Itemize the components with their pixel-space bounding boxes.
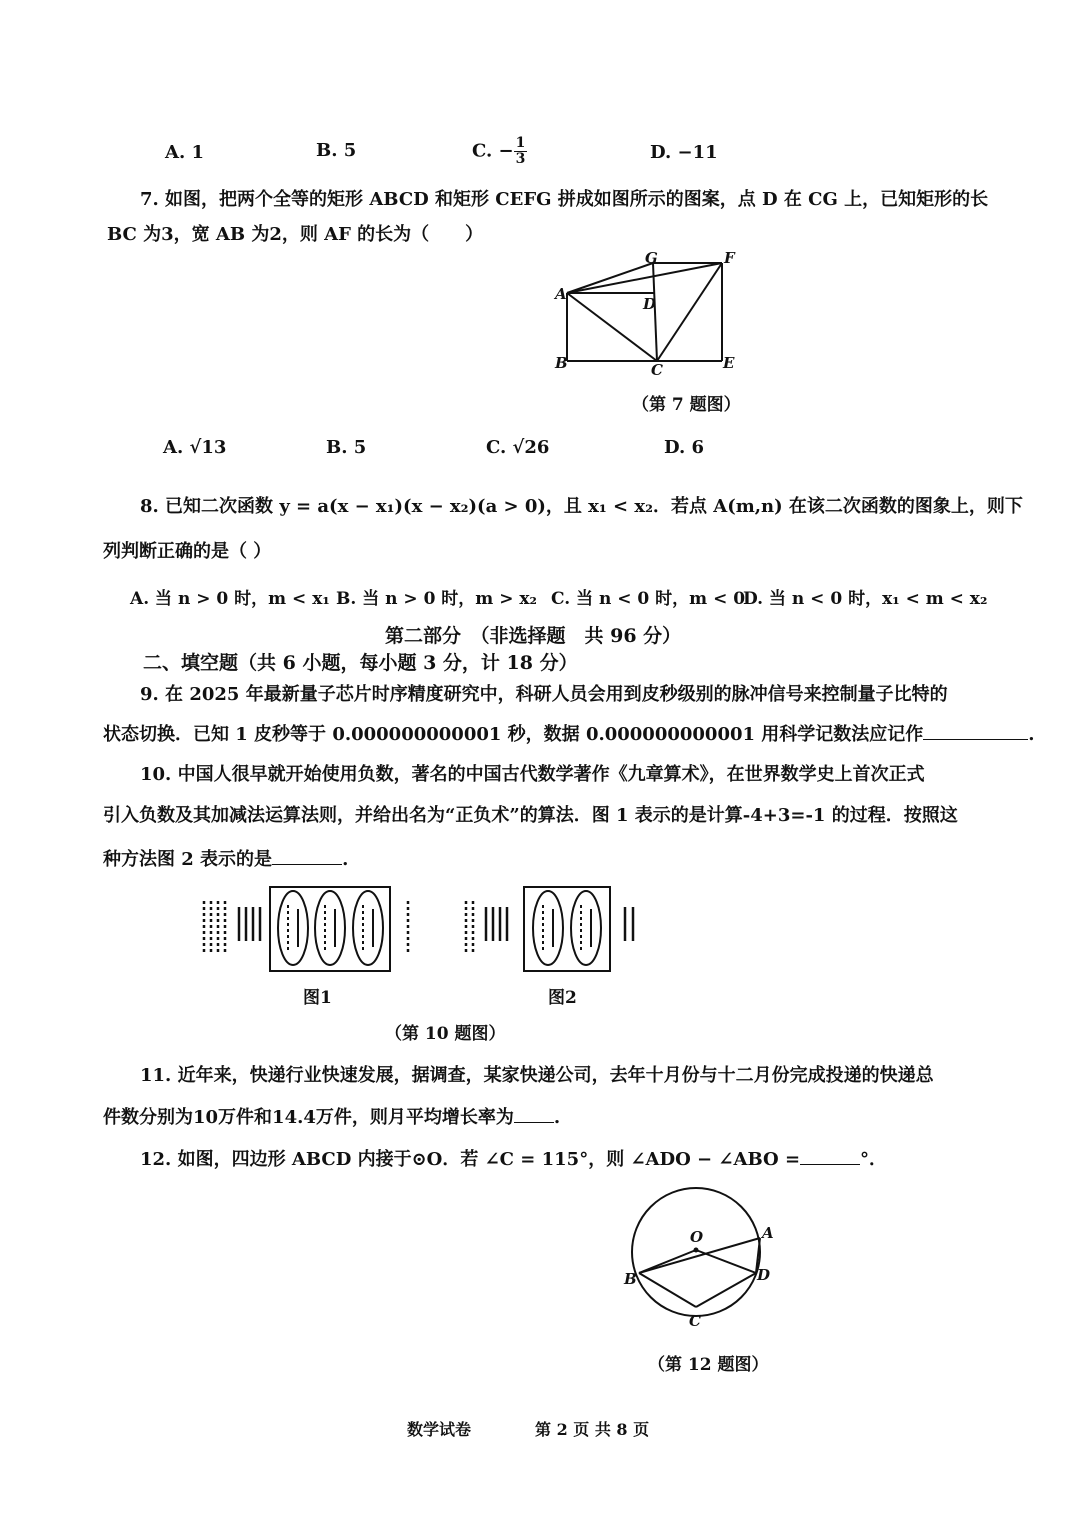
q12-edge-BO bbox=[639, 1250, 696, 1273]
q12-answer-blank[interactable] bbox=[800, 1164, 860, 1165]
q7-label-F: F bbox=[724, 249, 735, 267]
q10-caption: （第 10 题图） bbox=[385, 1024, 506, 1044]
q10-fig1-ellipses bbox=[278, 891, 383, 965]
q12-edge-BC bbox=[639, 1273, 696, 1307]
q10-fig2-pairs bbox=[543, 905, 591, 951]
q7-option-b: B. 5 bbox=[326, 437, 367, 458]
q8-text-line2: 列判断正确的是（ ） bbox=[103, 541, 272, 562]
q10-fig1-pairs bbox=[288, 905, 373, 951]
q10-fig1-label: 图1 bbox=[303, 988, 332, 1008]
q6-option-c-prefix: C. − bbox=[472, 140, 514, 162]
q6-option-b: B. 5 bbox=[316, 140, 357, 161]
part2-title: 第二部分 （非选择题 共 96 分） bbox=[385, 625, 682, 647]
q7-figure bbox=[545, 245, 745, 380]
q10-fig2-positive-rods-left bbox=[486, 907, 507, 941]
q11-text-line1: 11. 近年来，快递行业快速发展，据调查，某家快递公司，去年十月份与十二月份完成投递的快递总 bbox=[140, 1065, 934, 1086]
q6-option-c-fraction: $\frac{1}{3}$ bbox=[515, 135, 526, 167]
q7-label-A: A bbox=[555, 285, 567, 303]
q7-label-E: E bbox=[723, 354, 735, 372]
q11-text-line2: 件数分别为10万件和14.4万件，则月平均增长率为 . bbox=[103, 1107, 561, 1128]
q10-fig2-negative-rods-left bbox=[466, 901, 473, 955]
q7-label-G: G bbox=[645, 249, 658, 267]
q12-figure bbox=[615, 1180, 790, 1330]
q10-fig1-positive-rods-left bbox=[239, 907, 260, 941]
q7-edge-AF bbox=[567, 263, 722, 293]
q7-edge-CF bbox=[657, 263, 722, 361]
q10-figure-2 bbox=[458, 883, 648, 975]
q9-answer-blank[interactable] bbox=[923, 739, 1028, 740]
q12-center-point bbox=[694, 1248, 699, 1253]
q9-text-line1: 9. 在 2025 年最新量子芯片时序精度研究中，科研人员会用到皮秒级别的脉冲信号来控制量子比特的 bbox=[140, 684, 948, 705]
q7-option-c: C. √26 bbox=[486, 437, 550, 458]
q8-option-b: B. 当 n > 0 时，m > x₂ bbox=[336, 589, 537, 609]
q7-label-C: C bbox=[651, 361, 663, 379]
q7-caption: （第 7 题图） bbox=[632, 395, 741, 415]
q12-label-D: D bbox=[757, 1266, 771, 1284]
q10-fig2-label: 图2 bbox=[548, 988, 577, 1008]
q7-label-B: B bbox=[555, 354, 568, 372]
q12-label-A: A bbox=[762, 1224, 774, 1242]
q12-label-C: C bbox=[689, 1312, 701, 1330]
q12-label-B: B bbox=[624, 1270, 637, 1288]
q12-label-O: O bbox=[690, 1228, 704, 1246]
q10-text-line3: 种方法图 2 表示的是 . bbox=[103, 849, 349, 870]
q10-text-line2: 引入负数及其加减法运算法则，并给出名为“正负术”的算法．图 1 表示的是计算-4+3=-1 的过程．按照这 bbox=[103, 805, 958, 826]
q8-option-d: D. 当 n < 0 时，x₁ < m < x₂ bbox=[743, 589, 988, 609]
q6-option-a: A. 1 bbox=[165, 142, 205, 163]
q12-text-line1: 12. 如图，四边形 ABCD 内接于⊙O．若 ∠C = 115°，则 ∠ADO − ∠ABO = °． bbox=[140, 1149, 888, 1170]
q6-option-d: D. −11 bbox=[650, 142, 718, 163]
q8-text-line1: 8. 已知二次函数 y = a(x − x₁)(x − x₂)(a > 0)，且 x₁ < x₂．若点 A(m,n) 在该二次函数的图象上，则下 bbox=[140, 496, 1023, 517]
footer-page-number: 第 2 页 共 8 页 bbox=[535, 1420, 650, 1439]
q7-text-line1: 7. 如图，把两个全等的矩形 ABCD 和矩形 CEFG 拼成如图所示的图案，点 D 在 CG 上，已知矩形的长 bbox=[140, 189, 989, 210]
q12-caption: （第 12 题图） bbox=[648, 1355, 769, 1375]
q10-fig2-box bbox=[524, 887, 610, 971]
q10-text-line1: 10. 中国人很早就开始使用负数，著名的中国古代数学著作《九章算术》，在世界数学史上首次正式 bbox=[140, 764, 925, 785]
q7-option-a: A. √13 bbox=[163, 437, 227, 458]
q7-label-D: D bbox=[643, 295, 657, 313]
q10-figure-1 bbox=[198, 883, 423, 975]
q8-option-a: A. 当 n > 0 时，m < x₁ bbox=[130, 589, 330, 609]
q7-option-d: D. 6 bbox=[664, 437, 705, 458]
q11-answer-blank[interactable] bbox=[514, 1122, 554, 1123]
q6-option-c bbox=[472, 136, 527, 167]
section2-title: 二、填空题（共 6 小题，每小题 3 分，计 18 分） bbox=[143, 652, 578, 674]
q9-text-line2: 状态切换．已知 1 皮秒等于 0.000000000001 秒，数据 0.000000000001 用科学记数法应记作 . bbox=[103, 724, 1035, 745]
q10-fig2-result-rods bbox=[625, 907, 633, 941]
q8-option-c: C. 当 n < 0 时，m < 0 bbox=[551, 589, 746, 609]
q12-edge-OD bbox=[696, 1250, 756, 1273]
q10-answer-blank[interactable] bbox=[272, 864, 342, 865]
q7-text-line2: BC 为3，宽 AB 为2，则 AF 的长为（ ） bbox=[107, 224, 484, 245]
footer-subject: 数学试卷 bbox=[407, 1420, 472, 1439]
q10-fig1-negative-rods-left bbox=[204, 901, 225, 955]
